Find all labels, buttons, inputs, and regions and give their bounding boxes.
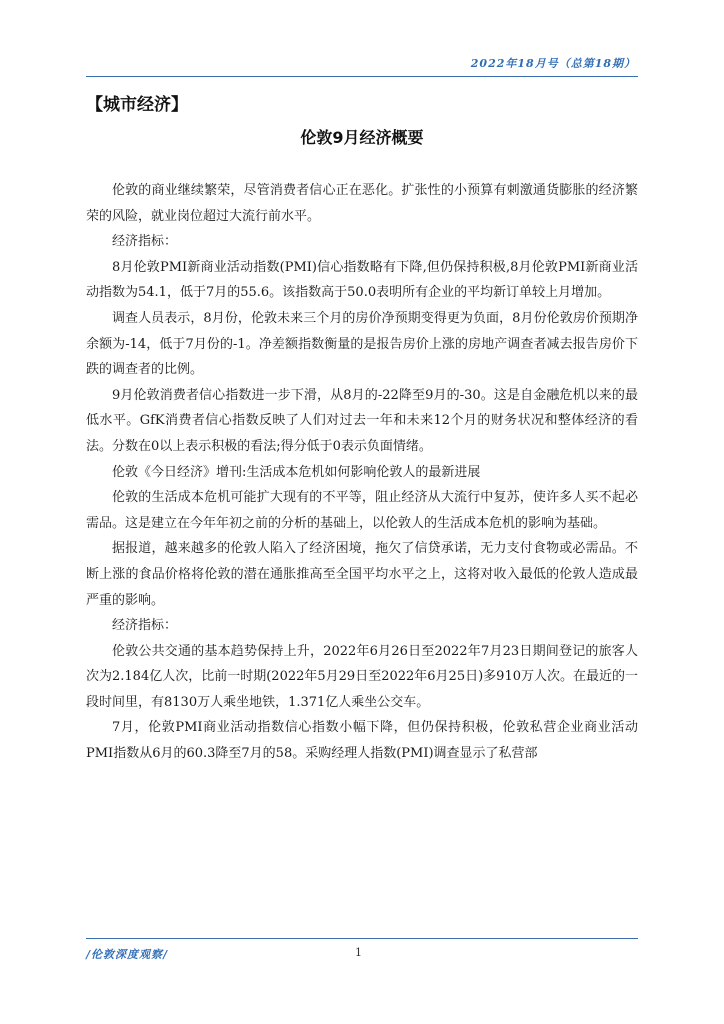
page-title: 伦敦9月经济概要 bbox=[300, 128, 424, 147]
article-body bbox=[86, 178, 638, 767]
header-divider bbox=[86, 76, 638, 77]
paragraph: 伦敦《今日经济》增刊:生活成本危机如何影响伦敦人的最新进展 bbox=[112, 464, 481, 480]
footer-divider bbox=[86, 938, 638, 939]
paragraph: 经济指标： bbox=[112, 234, 178, 250]
publication-name: /伦敦深度观察/ bbox=[86, 948, 169, 961]
paragraph: 调查人员表示，8月份，伦敦未来三个月的房价净预期变得更为负面，8月份伦敦房价预期净余额为-14，低于7月份的-1。净差额指数衡量的是报告房价上涨的房地产调查者减去报告房价下跌的调查者的比例。 bbox=[86, 310, 638, 378]
page-number: 1 bbox=[355, 946, 362, 959]
paragraph: 伦敦公共交通的基本趋势保持上升，2022年6月26日至2022年7月23日期间登记的旅客人次为2.184亿人次，比前一时期(2022年5月29日至2022年6月25日)多910万人次。在最近的一段时间里，有8130万人乘坐地铁，1.371亿人乘坐公交车。 bbox=[86, 643, 638, 710]
paragraph: 伦敦的商业继续繁荣，尽管消费者信心正在恶化。扩张性的小预算有刺激通货膨胀的经济繁荣的风险，就业岗位超过大流行前水平。 bbox=[86, 183, 638, 224]
paragraph: 经济指标： bbox=[112, 618, 178, 634]
paragraph: 7月，伦敦PMI商业活动指数信心指数小幅下降，但仍保持积极，伦敦私营企业商业活动PMI指数从6月的60.3降至7月的58。采购经理人指数(PMI)调查显示了私营部 bbox=[86, 720, 638, 762]
paragraph: 伦敦的生活成本危机可能扩大现有的不平等，阻止经济从大流行中复苏，使许多人买不起必需品。这是建立在今年年初之前的分析的基础上，以伦敦人的生活成本危机的影响为基础。 bbox=[86, 490, 638, 531]
paragraph: 9月伦敦消费者信心指数进一步下滑，从8月的-22降至9月的-30。这是自金融危机以来的最低水平。GfK消费者信心指数反映了人们对过去一年和未来12个月的财务状况和整体经济的看法。分数在0以上表示积极的看法;得分低于0表示负面情绪。 bbox=[86, 387, 638, 454]
section-tag: 【城市经济】 bbox=[86, 95, 188, 115]
issue-label: 2022年18月号（总第18期） bbox=[470, 57, 636, 70]
paragraph: 据报道，越来越多的伦敦人陷入了经济困境，拖欠了信贷承诺，无力支付食物或必需品。不断上涨的食品价格将伦敦的潜在通胀推高至全国平均水平之上，这将对收入最低的伦敦人造成最严重的影响。 bbox=[86, 541, 638, 608]
paragraph: 8月伦敦PMI新商业活动指数(PMI)信心指数略有下降,但仍保持积极,8月伦敦PMI新商业活动指数为54.1，低于7月的55.6。该指数高于50.0表明所有企业的平均新订单较上月增加。 bbox=[86, 259, 638, 301]
